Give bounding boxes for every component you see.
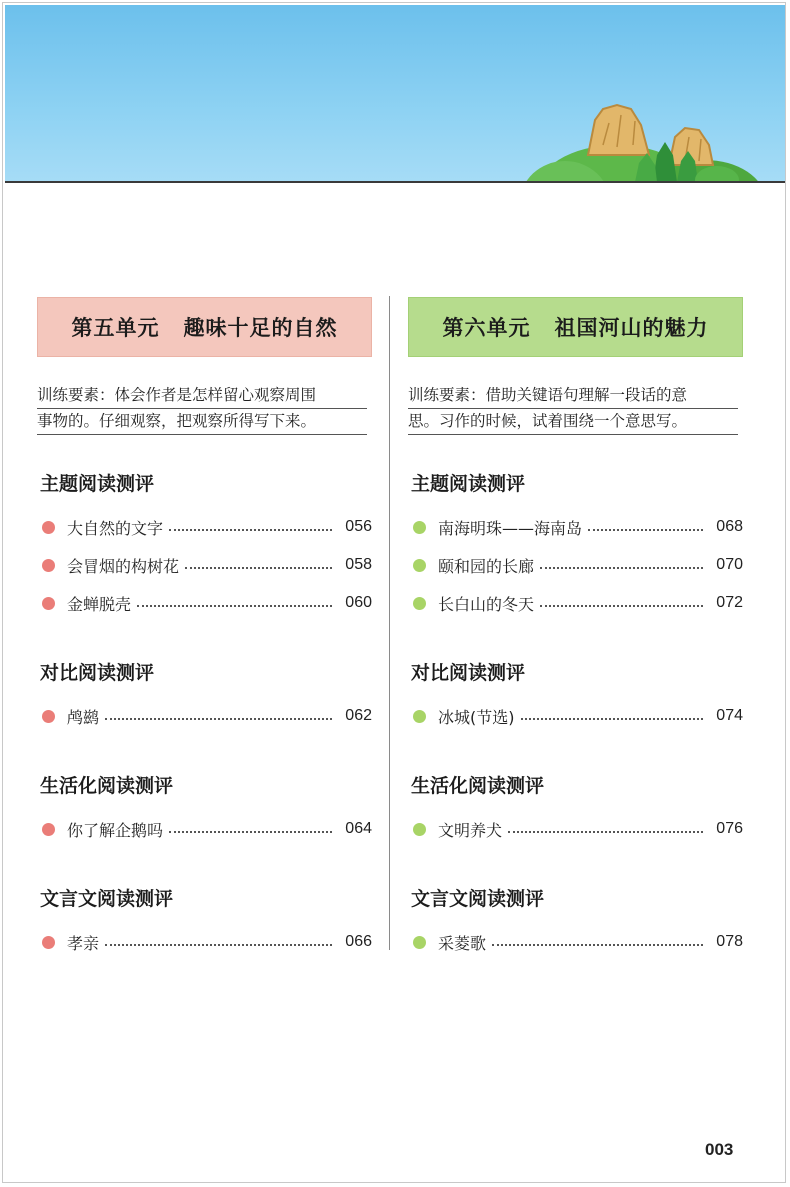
dot-leader [508, 831, 703, 833]
unit-title: 趣味十足的自然 [183, 316, 338, 340]
toc-entry[interactable] [408, 697, 743, 735]
bullet-dot-icon [42, 559, 55, 572]
entry-title: 文明养犬 [438, 820, 503, 840]
entry-title: 会冒烟的构树花 [67, 556, 180, 576]
section-life-reading [408, 771, 743, 848]
requirement-line: 训练要素：借助关键语句理解一段话的意 [408, 383, 738, 409]
dot-leader [540, 567, 703, 569]
entry-page: 070 [716, 556, 743, 573]
section-title: 生活化阅读测评 [411, 775, 545, 797]
unit-number: 第五单元 [71, 316, 160, 340]
toc-entry[interactable] [37, 584, 372, 622]
section-title: 主题阅读测评 [411, 473, 526, 495]
bullet-dot-icon [42, 597, 55, 610]
column-divider [389, 296, 390, 950]
entry-title: 南海明珠——海南岛 [438, 518, 583, 538]
entry-page: 060 [345, 594, 372, 611]
section-title: 主题阅读测评 [40, 473, 155, 495]
entry-title: 长白山的冬天 [438, 594, 535, 614]
entry-page: 076 [716, 820, 743, 837]
bullet-dot-icon [413, 597, 426, 610]
entry-page: 064 [345, 820, 372, 837]
section-life-reading [37, 771, 372, 848]
section-comparative-reading [37, 658, 372, 735]
bullet-dot-icon [413, 823, 426, 836]
requirement-line: 训练要素：体会作者是怎样留心观察周围 [37, 383, 367, 409]
toc-entry[interactable] [37, 923, 372, 961]
toc-entry[interactable] [37, 546, 372, 584]
entry-title: 鸬鹚 [67, 707, 100, 727]
bullet-dot-icon [42, 936, 55, 949]
toc-entry[interactable] [408, 508, 743, 546]
entry-page: 068 [716, 518, 743, 535]
toc-entry[interactable] [408, 584, 743, 622]
entry-title: 颐和园的长廊 [438, 556, 535, 576]
dot-leader [105, 944, 332, 946]
bullet-dot-icon [413, 559, 426, 572]
section-comparative-reading [408, 658, 743, 735]
section-classical-reading [408, 884, 743, 961]
training-requirement [408, 383, 743, 435]
section-title: 对比阅读测评 [411, 662, 526, 684]
entry-title: 金蝉脱壳 [67, 594, 132, 614]
unit-five-column [37, 297, 372, 961]
toc-entry[interactable] [408, 546, 743, 584]
horizon-line [5, 181, 785, 183]
section-theme-reading [408, 469, 743, 622]
requirement-line: 思。习作的时候，试着围绕一个意思写。 [408, 409, 738, 435]
entry-page: 062 [345, 707, 372, 724]
section-title: 生活化阅读测评 [40, 775, 174, 797]
bullet-dot-icon [42, 521, 55, 534]
entry-page: 056 [345, 518, 372, 535]
entry-page: 072 [716, 594, 743, 611]
sky-illustration [5, 5, 785, 182]
unit-five-banner [37, 297, 372, 357]
section-title: 文言文阅读测评 [40, 888, 174, 910]
entry-title: 冰城(节选) [438, 707, 515, 727]
dot-leader [492, 944, 703, 946]
toc-entry[interactable] [408, 810, 743, 848]
unit-six-column [408, 297, 743, 961]
bullet-dot-icon [42, 710, 55, 723]
unit-number: 第六单元 [442, 316, 531, 340]
entry-page: 074 [716, 707, 743, 724]
bullet-dot-icon [413, 710, 426, 723]
bullet-dot-icon [413, 936, 426, 949]
mountain-scene-illustration [5, 5, 785, 182]
dot-leader [185, 567, 332, 569]
dot-leader [540, 605, 703, 607]
section-classical-reading [37, 884, 372, 961]
entry-page: 066 [345, 933, 372, 950]
entry-page: 058 [345, 556, 372, 573]
toc-entry[interactable] [37, 697, 372, 735]
dot-leader [137, 605, 332, 607]
dot-leader [105, 718, 332, 720]
section-title: 文言文阅读测评 [411, 888, 545, 910]
bullet-dot-icon [42, 823, 55, 836]
dot-leader [169, 831, 332, 833]
training-requirement [37, 383, 372, 435]
dot-leader [169, 529, 332, 531]
requirement-line: 事物的。仔细观察，把观察所得写下来。 [37, 409, 367, 435]
toc-entry[interactable] [37, 508, 372, 546]
entry-title: 采菱歌 [438, 933, 487, 953]
entry-page: 078 [716, 933, 743, 950]
entry-title: 你了解企鹅吗 [67, 820, 164, 840]
bullet-dot-icon [413, 521, 426, 534]
section-title: 对比阅读测评 [40, 662, 155, 684]
unit-six-banner [408, 297, 743, 357]
entry-title: 大自然的文字 [67, 518, 164, 538]
page-number: 003 [705, 1140, 734, 1159]
unit-title: 祖国河山的魅力 [554, 316, 709, 340]
toc-entry[interactable] [408, 923, 743, 961]
toc-entry[interactable] [37, 810, 372, 848]
dot-leader [588, 529, 703, 531]
entry-title: 孝亲 [67, 933, 100, 953]
section-theme-reading [37, 469, 372, 622]
dot-leader [521, 718, 704, 720]
